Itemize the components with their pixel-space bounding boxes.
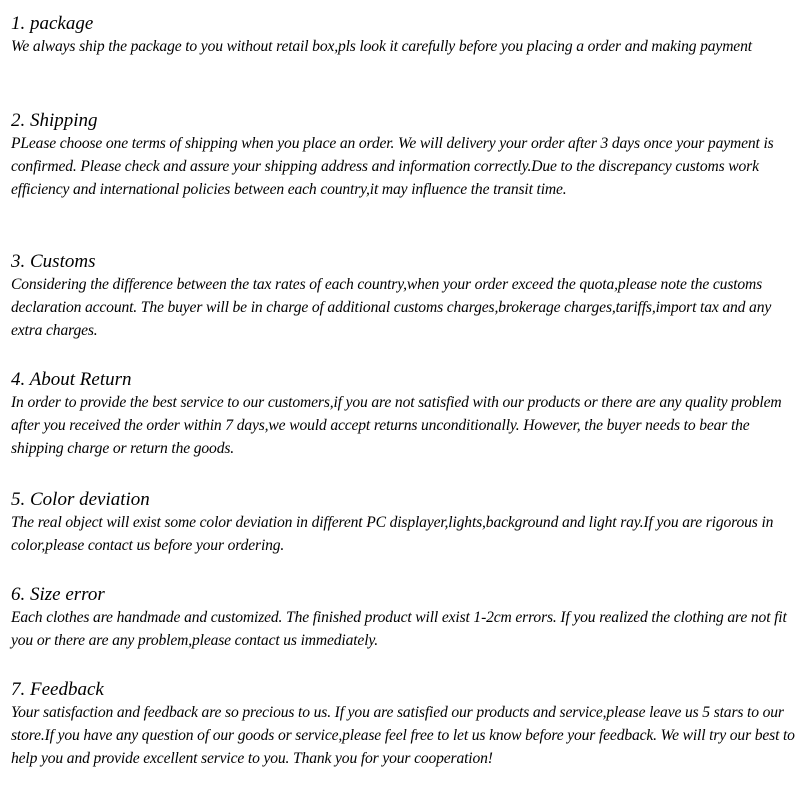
section-heading: 5. Color deviation	[11, 489, 150, 510]
section-body: The real object will exist some color deviation in different PC displayer,lights,background and light ray.If you are rigorous in color,please contact us before your ordering.	[11, 514, 774, 554]
section-heading: 1. package	[11, 13, 94, 34]
section-body: Each clothes are handmade and customized. The finished product will exist 1-2cm errors. If you realized the clothing are not fit you or there are any problem,please contact us immediately.	[11, 609, 787, 649]
section-body: We always ship the package to you without retail box,pls look it carefully before you placing a order and making payment	[11, 38, 752, 55]
section-feedback	[11, 678, 800, 770]
section-body: In order to provide the best service to our customers,if you are not satisfied with our products or there are any quality problem after you received the order within 7 days,we would accept returns unconditionally. However, the buyer needs to bear the shipping charge or return the goods.	[11, 394, 782, 457]
section-customs	[11, 250, 800, 342]
section-body: Considering the difference between the tax rates of each country,when your order exceed the quota,please note the customs declaration account. The buyer will be in charge of additional customs charges,brokerage charges,tariffs,import tax and any extra charges.	[11, 276, 772, 339]
section-shipping	[11, 109, 800, 201]
section-body: PLease choose one terms of shipping when you place an order. We will delivery your order after 3 days once your payment is confirmed. Please check and assure your shipping address and information correctly.Due to the discrepancy customs work efficiency and international policies between each country,it may influence the transit time.	[11, 135, 774, 198]
section-color-deviation	[11, 488, 800, 557]
section-body: Your satisfaction and feedback are so precious to us. If you are satisfied our products and service,please leave us 5 stars to our store.If you have any question of our goods or service,please feel free to let us know before your feedback. We will try our best to help you and provide excellent service to you. Thank you for your cooperation!	[11, 704, 795, 767]
section-heading: 2. Shipping	[11, 110, 98, 131]
section-about-return	[11, 368, 800, 460]
section-package	[11, 12, 800, 58]
section-heading: 6. Size error	[11, 584, 105, 605]
section-heading: 4. About Return	[11, 369, 132, 390]
section-size-error	[11, 583, 800, 652]
section-heading: 7. Feedback	[11, 679, 104, 700]
section-heading: 3. Customs	[11, 251, 96, 272]
